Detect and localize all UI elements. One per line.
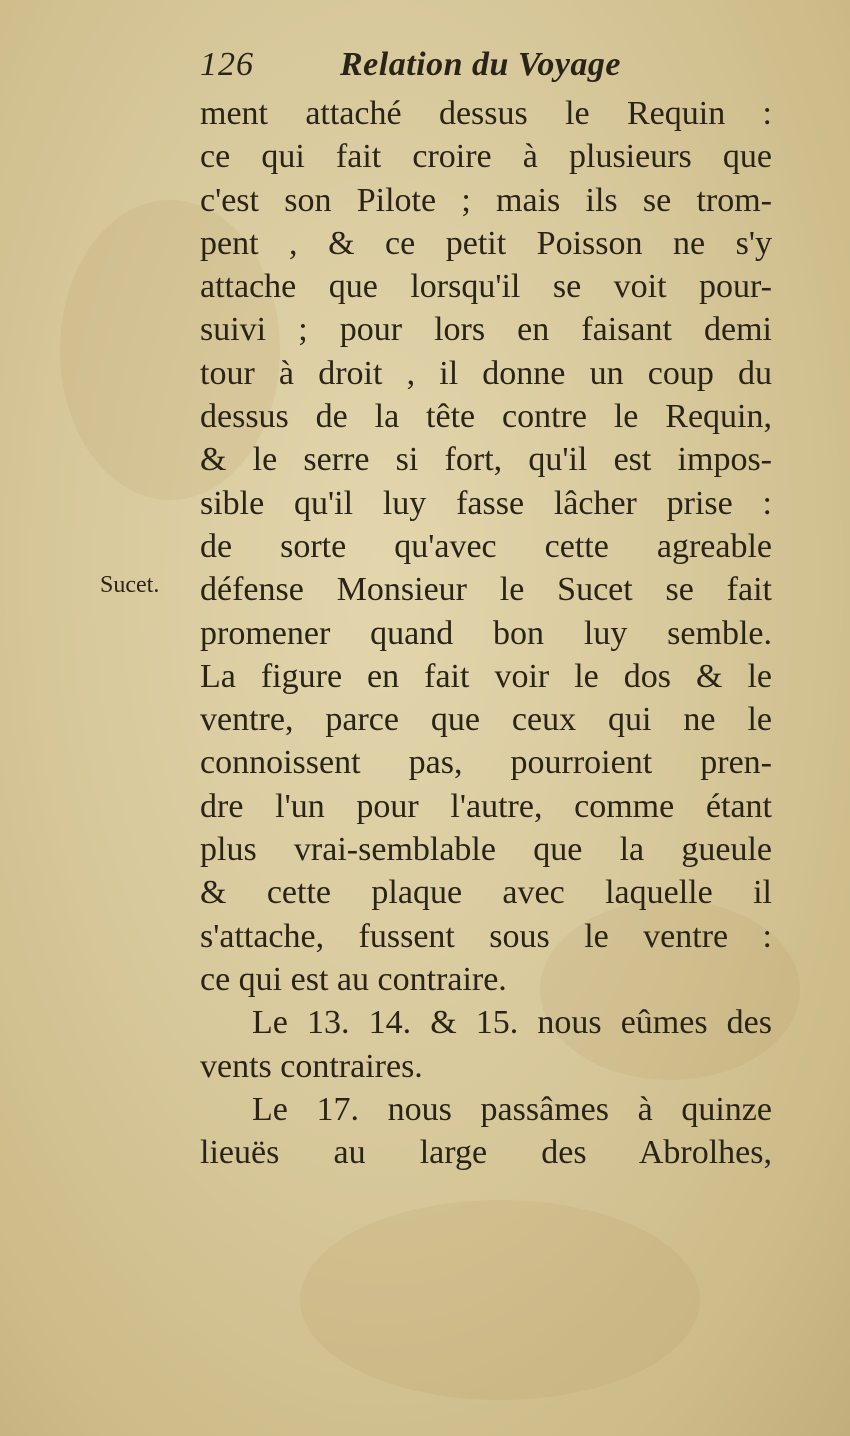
text-line: s'attache, fussent sous le ventre : <box>200 917 772 955</box>
text-line: & cette plaque avec laquelle il <box>200 874 772 912</box>
running-title: Relation du Voyage <box>340 46 622 83</box>
page-number: 126 <box>200 46 254 83</box>
text-line: de sorte qu'avec cette agreable <box>200 527 772 565</box>
text-line: connoissent pas, pourroient pren- <box>200 744 772 782</box>
text-line: défense Monsieur le Sucet se fait <box>200 571 772 609</box>
text-line: & le serre si fort, qu'il est impos- <box>200 441 772 479</box>
text-line: ce qui fait croire à plusieurs que <box>200 138 772 176</box>
body-text <box>200 92 772 1174</box>
text-line: ment attaché dessus le Requin : <box>200 95 772 132</box>
text-line: Le 17. nous passâmes à quinze <box>252 1090 772 1128</box>
margin-note: Sucet. <box>100 572 160 598</box>
text-line: tour à droit , il donne un coup du <box>200 354 772 392</box>
text-line: promener quand bon luy semble. <box>200 614 772 652</box>
text-line: pent , & ce petit Poisson ne s'y <box>200 224 772 262</box>
text-line: attache que lorsqu'il se voit pour- <box>200 268 772 306</box>
text-line: Le 13. 14. & 15. nous eûmes des <box>252 1004 772 1042</box>
text-line: c'est son Pilote ; mais ils se trom- <box>200 181 772 219</box>
text-line: plus vrai-semblable que la gueule <box>200 831 772 869</box>
text-line: lieuës au large des Abrolhes, <box>200 1134 772 1172</box>
text-line: ventre, parce que ceux qui ne le <box>200 701 772 739</box>
text-line: La figure en fait voir le dos & le <box>200 657 772 695</box>
text-line: dessus de la tête contre le Requin, <box>200 398 772 436</box>
text-line: ce qui est au contraire. <box>200 960 507 998</box>
text-line: sible qu'il luy fasse lâcher prise : <box>200 484 772 522</box>
page-header <box>200 46 760 92</box>
text-line: suivi ; pour lors en faisant demi <box>200 311 772 349</box>
paper-stain <box>300 1200 700 1400</box>
text-line: vents contraires. <box>200 1047 423 1085</box>
text-line: dre l'un pour l'autre, comme étant <box>200 787 772 825</box>
